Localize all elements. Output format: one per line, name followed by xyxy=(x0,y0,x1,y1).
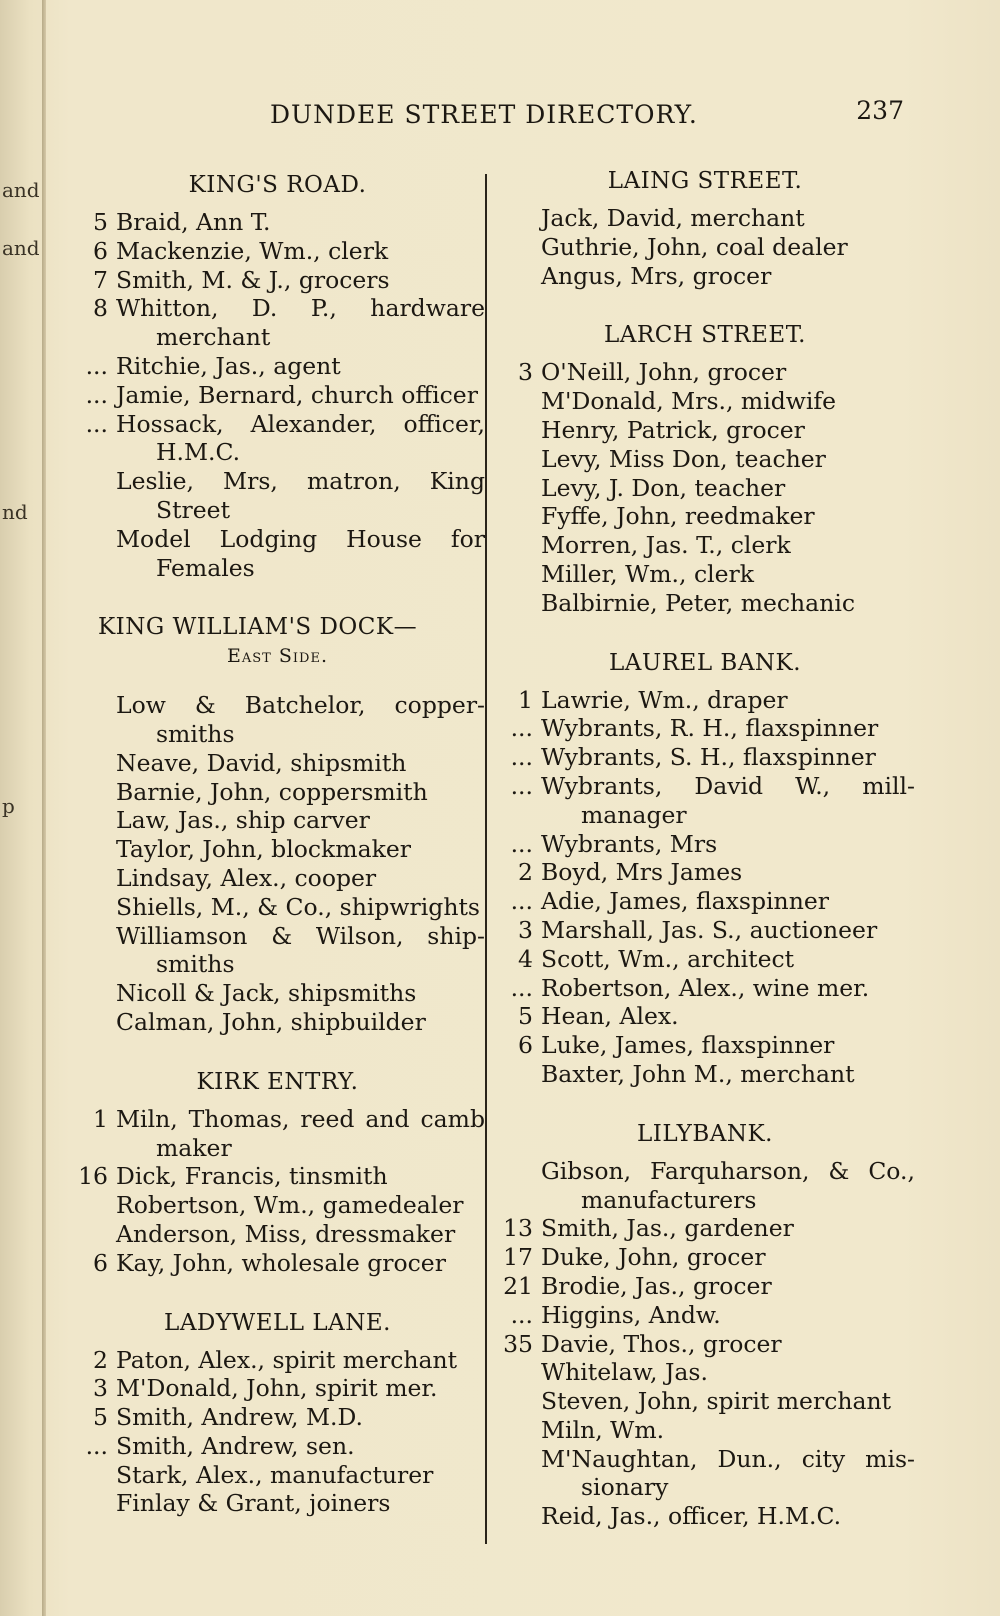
directory-entry xyxy=(70,208,485,237)
house-number: 13 xyxy=(503,1214,533,1243)
house-number: 3 xyxy=(93,1374,108,1403)
directory-entry xyxy=(70,691,485,749)
directory-entry xyxy=(495,1243,915,1272)
directory-entry xyxy=(495,1002,915,1031)
directory-entry xyxy=(495,416,915,445)
running-title: DUNDEE STREET DIRECTORY. xyxy=(270,100,698,129)
resident-entry: Taylor, John, blockmaker xyxy=(116,835,411,864)
directory-entry xyxy=(495,1272,915,1301)
resident-entry: Lindsay, Alex., cooper xyxy=(116,863,377,892)
street-heading: LARCH STREET. xyxy=(604,322,806,349)
resident-entry: Baxter, John M., merchant xyxy=(541,1059,855,1088)
resident-entry: Low & Batchelor, copper-smiths xyxy=(116,691,485,748)
house-number: 3 xyxy=(518,915,533,944)
resident-entry: Calman, John, shipbuilder xyxy=(116,1007,426,1036)
directory-entry xyxy=(70,410,485,468)
house-number: ... xyxy=(85,351,108,380)
street-section xyxy=(70,1067,485,1278)
directory-entry xyxy=(495,1330,915,1359)
house-number: 4 xyxy=(518,944,533,973)
directory-entry xyxy=(495,1445,915,1503)
resident-entry: Lawrie, Wm., draper xyxy=(541,685,788,714)
house-number: ... xyxy=(85,409,108,438)
resident-entry: Robertson, Wm., gamedealer xyxy=(116,1191,464,1220)
street-heading: LILYBANK. xyxy=(637,1120,773,1147)
house-number: ... xyxy=(510,743,533,772)
resident-entry: Angus, Mrs, grocer xyxy=(541,261,772,290)
directory-entry xyxy=(495,262,915,291)
house-number: 6 xyxy=(93,236,108,265)
directory-entry xyxy=(70,352,485,381)
resident-entry: Scott, Wm., architect xyxy=(541,944,795,973)
resident-entry: Law, Jas., ship carver xyxy=(116,806,370,835)
resident-entry: Barnie, John, coppersmith xyxy=(116,777,428,806)
gutter-fragment: p xyxy=(2,794,15,818)
resident-entry: Davie, Thos., grocer xyxy=(541,1329,782,1358)
directory-entry xyxy=(495,714,915,743)
street-section xyxy=(70,170,485,582)
resident-entry: Fyffe, John, reedmaker xyxy=(541,502,815,531)
resident-entry: Wybrants, David W., mill-manager xyxy=(541,771,915,829)
street-section xyxy=(70,1308,485,1519)
resident-entry: Miln, Thomas, reed and camb maker xyxy=(116,1104,485,1162)
house-number: 1 xyxy=(518,685,533,714)
resident-entry: Finlay & Grant, joiners xyxy=(116,1489,391,1518)
resident-entry: Paton, Alex., spirit merchant xyxy=(116,1345,458,1374)
resident-entry: Jack, David, merchant xyxy=(541,204,805,232)
directory-entry xyxy=(495,204,915,233)
directory-entry xyxy=(495,858,915,887)
directory-entry xyxy=(495,589,915,618)
resident-entry: Levy, Miss Don, teacher xyxy=(541,444,826,473)
resident-entry: Levy, J. Don, teacher xyxy=(541,473,786,502)
directory-entry xyxy=(70,237,485,266)
house-number: 21 xyxy=(503,1271,533,1300)
directory-entry xyxy=(70,922,485,980)
house-number: 5 xyxy=(518,1002,533,1031)
house-number: 2 xyxy=(93,1345,108,1374)
resident-entry: Nicoll & Jack, shipsmiths xyxy=(116,979,417,1008)
street-heading: LAUREL BANK. xyxy=(608,649,802,676)
directory-entry xyxy=(70,1162,485,1191)
directory-entry xyxy=(495,1157,915,1215)
directory-entry xyxy=(70,525,485,583)
resident-entry: Mackenzie, Wm., clerk xyxy=(116,236,389,265)
directory-entry xyxy=(495,1031,915,1060)
resident-entry: Smith, Andrew, sen. xyxy=(116,1431,355,1460)
house-number: 8 xyxy=(93,294,108,323)
house-number: ... xyxy=(510,829,533,858)
directory-entry xyxy=(70,381,485,410)
directory-entry xyxy=(495,1214,915,1243)
directory-entry xyxy=(70,1346,485,1375)
directory-entry xyxy=(70,266,485,295)
resident-entry: Whitelaw, Jas. xyxy=(541,1358,708,1387)
directory-entry xyxy=(495,531,915,560)
directory-entry xyxy=(70,1432,485,1461)
resident-entry: Guthrie, John, coal dealer xyxy=(541,232,848,261)
resident-entry: Boyd, Mrs James xyxy=(541,858,743,887)
directory-entry xyxy=(70,749,485,778)
directory-entry xyxy=(70,1220,485,1249)
directory-entry xyxy=(70,806,485,835)
directory-entry xyxy=(495,686,915,715)
house-number: 17 xyxy=(503,1243,533,1272)
house-number: ... xyxy=(510,771,533,800)
directory-entry xyxy=(70,1374,485,1403)
gutter-fragment: and xyxy=(2,236,40,260)
street-section xyxy=(70,612,485,1036)
directory-entry xyxy=(70,835,485,864)
directory-entry xyxy=(70,1008,485,1037)
house-number: 5 xyxy=(93,1403,108,1432)
directory-entry xyxy=(70,467,485,525)
directory-entry xyxy=(495,772,915,830)
page-number: 237 xyxy=(856,96,904,125)
resident-entry: Anderson, Miss, dressmaker xyxy=(116,1219,456,1248)
street-section xyxy=(495,320,915,617)
resident-entry: Neave, David, shipsmith xyxy=(116,748,407,777)
house-number: 6 xyxy=(93,1248,108,1277)
house-number: ... xyxy=(510,1300,533,1329)
resident-entry: M'Donald, Mrs., midwife xyxy=(541,387,837,416)
resident-entry: Hossack, Alexander, officer, H.M.C. xyxy=(116,409,485,467)
street-heading: KING'S ROAD. xyxy=(188,172,367,198)
resident-entry: Jamie, Bernard, church officer xyxy=(116,380,478,409)
resident-entry: Higgins, Andw. xyxy=(541,1300,721,1329)
resident-entry: Morren, Jas. T., clerk xyxy=(541,531,791,560)
street-subheading: East Side. xyxy=(227,645,328,668)
directory-entry xyxy=(495,1416,915,1445)
resident-entry: Brodie, Jas., grocer xyxy=(541,1271,772,1300)
house-number: 16 xyxy=(78,1162,108,1191)
street-section xyxy=(495,1119,915,1531)
binding-gutter xyxy=(42,0,46,1616)
resident-entry: Leslie, Mrs, matron, King Street xyxy=(116,467,485,524)
resident-entry: Smith, Jas., gardener xyxy=(541,1214,794,1243)
house-number: 35 xyxy=(503,1329,533,1358)
resident-entry: Smith, Andrew, M.D. xyxy=(116,1403,363,1432)
resident-entry: Dick, Francis, tinsmith xyxy=(116,1162,388,1191)
directory-entry xyxy=(495,743,915,772)
directory-entry xyxy=(495,474,915,503)
resident-entry: Marshall, Jas. S., auctioneer xyxy=(541,915,878,944)
house-number: 3 xyxy=(518,358,533,387)
street-heading: KIRK ENTRY. xyxy=(196,1068,359,1095)
resident-entry: O'Neill, John, grocer xyxy=(541,358,787,387)
street-section xyxy=(495,166,915,290)
directory-entry xyxy=(495,1358,915,1387)
resident-entry: Luke, James, flaxspinner xyxy=(541,1031,835,1060)
resident-entry: Shiells, M., & Co., shipwrights xyxy=(116,892,480,921)
directory-entry xyxy=(495,916,915,945)
directory-entry xyxy=(495,830,915,859)
street-heading: LADYWELL LANE. xyxy=(164,1309,391,1336)
house-number: 7 xyxy=(93,265,108,294)
left-column xyxy=(70,170,485,1548)
directory-entry xyxy=(495,1387,915,1416)
directory-entry xyxy=(495,560,915,589)
gutter-fragment: nd xyxy=(2,500,28,524)
directory-entry xyxy=(495,1502,915,1531)
house-number: ... xyxy=(510,887,533,916)
directory-entry xyxy=(495,387,915,416)
directory-entry xyxy=(70,778,485,807)
column-divider xyxy=(485,174,487,1544)
resident-entry: Miln, Wm. xyxy=(541,1415,665,1444)
directory-entry xyxy=(70,1249,485,1278)
directory-entry xyxy=(495,358,915,387)
resident-entry: Henry, Patrick, grocer xyxy=(541,415,805,444)
resident-entry: Braid, Ann T. xyxy=(116,208,271,236)
resident-entry: Smith, M. & J., grocers xyxy=(116,265,390,294)
street-heading: KING WILLIAM'S DOCK— xyxy=(98,614,418,641)
house-number: ... xyxy=(510,714,533,743)
directory-entry xyxy=(495,1301,915,1330)
directory-entry xyxy=(495,974,915,1003)
resident-entry: Miller, Wm., clerk xyxy=(541,559,755,588)
resident-entry: Duke, John, grocer xyxy=(541,1243,766,1272)
house-number: 6 xyxy=(518,1031,533,1060)
directory-entry xyxy=(495,233,915,262)
resident-entry: Steven, John, spirit merchant xyxy=(541,1387,892,1416)
right-column xyxy=(495,166,915,1561)
directory-entry xyxy=(70,864,485,893)
resident-entry: Robertson, Alex., wine mer. xyxy=(541,973,870,1002)
street-heading: LAING STREET. xyxy=(607,168,803,194)
resident-entry: Williamson & Wilson, ship-smiths xyxy=(116,921,485,979)
resident-entry: Ritchie, Jas., agent xyxy=(116,351,341,380)
directory-entry xyxy=(70,893,485,922)
directory-entry xyxy=(70,1461,485,1490)
street-section xyxy=(495,648,915,1089)
house-number: ... xyxy=(85,380,108,409)
resident-entry: Adie, James, flaxspinner xyxy=(541,887,829,916)
directory-entry xyxy=(495,502,915,531)
resident-entry: Gibson, Farquharson, & Co., manufacturers xyxy=(541,1156,915,1214)
directory-entry xyxy=(70,979,485,1008)
directory-entry xyxy=(70,1489,485,1518)
resident-entry: Whitton, D. P., hardware merchant xyxy=(116,294,485,352)
directory-entry xyxy=(70,1403,485,1432)
resident-entry: Model Lodging House for Females xyxy=(116,524,485,582)
directory-entry xyxy=(70,1105,485,1163)
page-header xyxy=(270,96,910,136)
house-number: 1 xyxy=(93,1104,108,1133)
directory-entry xyxy=(70,1191,485,1220)
directory-entry xyxy=(495,445,915,474)
house-number: 2 xyxy=(518,858,533,887)
directory-entry xyxy=(495,945,915,974)
resident-entry: Hean, Alex. xyxy=(541,1002,679,1031)
gutter-fragment: and xyxy=(2,178,40,202)
house-number: 5 xyxy=(93,208,108,236)
resident-entry: Kay, John, wholesale grocer xyxy=(116,1248,446,1277)
resident-entry: Wybrants, S. H., flaxspinner xyxy=(541,743,876,772)
directory-entry xyxy=(495,1060,915,1089)
directory-entry xyxy=(495,887,915,916)
resident-entry: Stark, Alex., manufacturer xyxy=(116,1460,434,1489)
directory-entry xyxy=(70,294,485,352)
house-number: ... xyxy=(510,973,533,1002)
resident-entry: Wybrants, R. H., flaxspinner xyxy=(541,714,879,743)
resident-entry: M'Naughtan, Dun., city mis-sionary xyxy=(541,1444,915,1502)
house-number: ... xyxy=(85,1431,108,1460)
resident-entry: Reid, Jas., officer, H.M.C. xyxy=(541,1502,842,1531)
resident-entry: Wybrants, Mrs xyxy=(541,829,718,858)
resident-entry: Balbirnie, Peter, mechanic xyxy=(541,588,856,617)
resident-entry: M'Donald, John, spirit mer. xyxy=(116,1374,438,1403)
